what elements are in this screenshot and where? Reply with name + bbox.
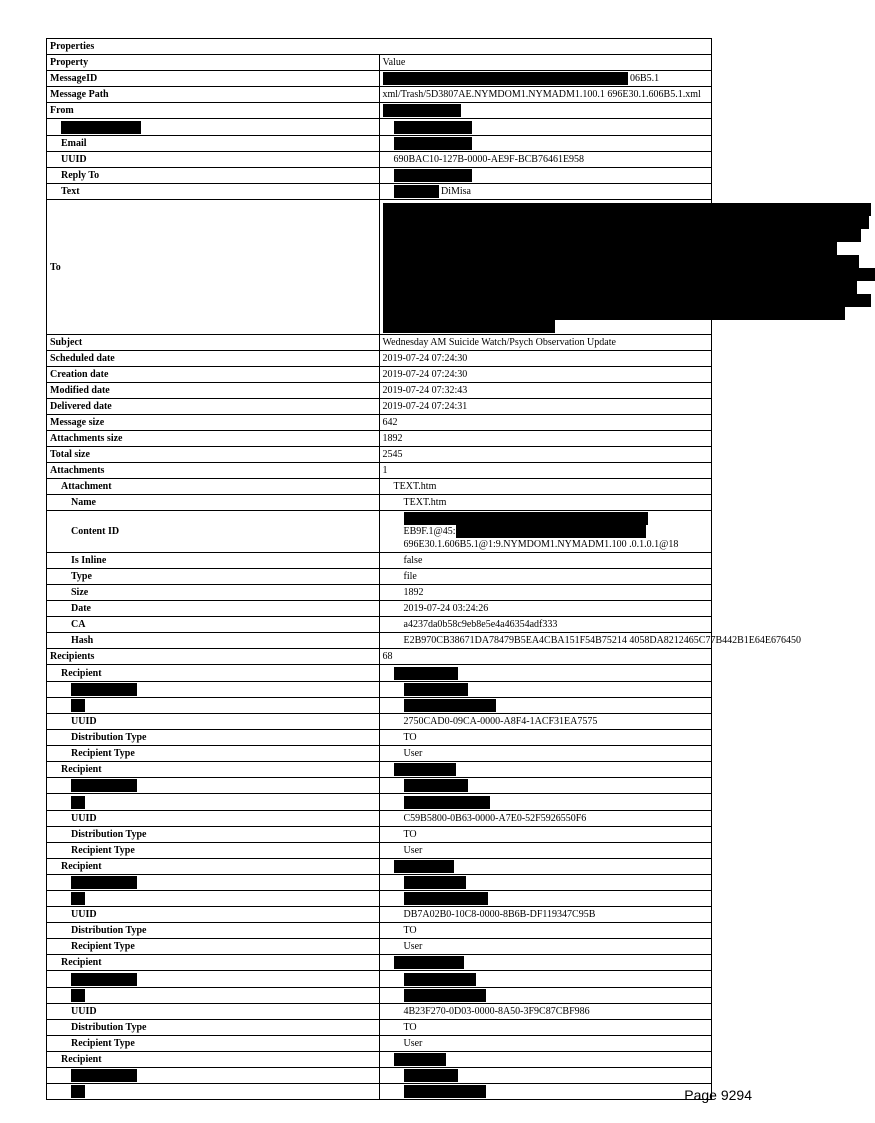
table-row [47, 87, 712, 103]
value-cell [379, 794, 712, 810]
property-label: Email [61, 137, 87, 149]
property-value: 1892 [403, 587, 424, 599]
redaction-bar [383, 72, 628, 85]
value-cell [379, 351, 712, 367]
property-cell [47, 874, 380, 890]
property-cell [47, 151, 380, 167]
property-label: Creation date [50, 369, 109, 381]
table-row [47, 987, 712, 1003]
redaction-bar [383, 320, 555, 333]
table-row [47, 479, 712, 495]
property-cell [47, 762, 380, 778]
redaction-bar [394, 956, 464, 969]
property-cell [47, 447, 380, 463]
value-cell [379, 617, 712, 633]
value-cell [379, 681, 712, 697]
table-row [47, 633, 712, 649]
property-label: Recipient Type [71, 1037, 135, 1049]
property-value: TEXT.htm [403, 497, 447, 509]
property-value: 06B5.1 [627, 73, 660, 84]
table-row [47, 697, 712, 713]
property-value: TEXT.htm [393, 481, 437, 493]
property-cell [47, 955, 380, 971]
table-row [47, 810, 712, 826]
property-cell [47, 939, 380, 955]
table-row [47, 617, 712, 633]
property-label: UUID [71, 909, 97, 921]
redaction-bar [383, 203, 871, 216]
table-row [47, 553, 712, 569]
value-cell [379, 367, 712, 383]
property-cell [47, 135, 380, 151]
redaction-bar [71, 876, 137, 889]
property-cell [47, 681, 380, 697]
property-cell [47, 730, 380, 746]
property-label: UUID [71, 1005, 97, 1017]
redaction-bar [383, 281, 857, 294]
property-cell [47, 987, 380, 1003]
table-row [47, 1035, 712, 1051]
property-cell [47, 633, 380, 649]
property-label: Recipient [61, 764, 102, 776]
property-label: UUID [61, 153, 87, 165]
property-cell [47, 495, 380, 511]
redaction-bar [404, 973, 476, 986]
value-cell [379, 891, 712, 907]
redaction-bar [383, 307, 845, 320]
table-row [47, 383, 712, 399]
table-row [47, 601, 712, 617]
redaction-bar [383, 242, 837, 255]
property-cell [47, 1068, 380, 1084]
redaction-bar [394, 1053, 446, 1066]
table-row [47, 794, 712, 810]
property-cell [47, 184, 380, 200]
redaction-bar [71, 1085, 85, 1098]
property-cell [47, 335, 380, 351]
property-label: Distribution Type [71, 925, 147, 937]
property-cell [47, 200, 380, 335]
table-row [47, 335, 712, 351]
property-cell [47, 399, 380, 415]
value-cell [379, 151, 712, 167]
redaction-bar [404, 1085, 486, 1098]
property-cell [47, 794, 380, 810]
property-value: DiMisa [438, 186, 471, 198]
property-cell [47, 665, 380, 681]
redaction-bar [394, 860, 454, 873]
redaction-bar [404, 699, 496, 712]
property-label: Recipient [61, 957, 102, 969]
property-cell [47, 71, 380, 87]
value-cell [379, 746, 712, 762]
redaction-bar [394, 137, 472, 150]
table-row [47, 167, 712, 183]
table-row [47, 874, 712, 890]
redaction-bar [383, 294, 871, 307]
value-cell [379, 1051, 712, 1067]
property-label: Recipient Type [71, 844, 135, 856]
property-label: Recipient Type [71, 941, 135, 953]
value-cell [379, 119, 712, 135]
table-title-row [47, 39, 712, 55]
property-value: User [403, 844, 423, 856]
property-label: Distribution Type [71, 1021, 147, 1033]
value-cell [379, 714, 712, 730]
property-label: Distribution Type [71, 828, 147, 840]
value-cell [379, 553, 712, 569]
redaction-bar [394, 121, 472, 134]
table-row [47, 431, 712, 447]
property-value: 1 [382, 465, 388, 477]
property-cell [47, 511, 380, 553]
property-cell [47, 826, 380, 842]
table-row [47, 955, 712, 971]
redaction-bar [71, 796, 85, 809]
redaction-bar [61, 121, 141, 134]
redaction-bar [404, 683, 468, 696]
table-row [47, 1051, 712, 1067]
table-row [47, 569, 712, 585]
table-row [47, 184, 712, 200]
property-value: User [403, 941, 423, 953]
property-cell [47, 842, 380, 858]
table-row [47, 495, 712, 511]
property-label: Attachments [50, 465, 105, 477]
property-label: Content ID [71, 526, 120, 538]
table-row [47, 463, 712, 479]
redaction-bar [404, 779, 468, 792]
property-cell [47, 383, 380, 399]
property-label: Total size [50, 449, 90, 461]
property-cell [47, 1084, 380, 1100]
property-cell [47, 923, 380, 939]
property-value: 2019-07-24 03:24:26 [403, 603, 489, 615]
table-row [47, 585, 712, 601]
redaction-bar [404, 1069, 458, 1082]
redaction-bar [394, 763, 456, 776]
value-cell [379, 415, 712, 431]
value-cell [379, 858, 712, 874]
header-value: Value [379, 55, 712, 71]
property-cell [47, 463, 380, 479]
redaction-bar [383, 104, 461, 117]
property-value: 1892 [382, 433, 403, 445]
property-cell [47, 569, 380, 585]
redaction-bar [404, 876, 466, 889]
value-cell [379, 200, 712, 335]
content-id-line-1: EB9F.1@45: [404, 525, 709, 538]
property-value: a4237da0b58c9eb8e5e4a46354adf333 [403, 619, 558, 631]
header-property: Property [47, 55, 380, 71]
property-cell [47, 119, 380, 135]
property-label: Is Inline [71, 555, 107, 567]
property-label: CA [71, 619, 86, 631]
property-value: 2750CAD0-09CA-0000-A8F4-1ACF31EA7575 [403, 716, 598, 728]
property-value: TO [403, 732, 417, 744]
table-row [47, 415, 712, 431]
property-value: 4B23F270-0D03-0000-8A50-3F9C87CBF986 [403, 1005, 590, 1017]
value-cell [379, 971, 712, 987]
value-cell [379, 762, 712, 778]
value-cell [379, 1019, 712, 1035]
property-cell [47, 553, 380, 569]
property-label: Recipient Type [71, 748, 135, 760]
redaction-bar [383, 268, 875, 281]
property-value: 2019-07-24 07:24:30 [382, 369, 468, 381]
table-row [47, 119, 712, 135]
property-cell [47, 746, 380, 762]
table-row [47, 1084, 712, 1100]
property-value: TO [403, 925, 417, 937]
property-label: Size [71, 587, 89, 599]
table-row [47, 842, 712, 858]
property-label: Recipient [61, 667, 102, 679]
table-row [47, 762, 712, 778]
property-value: 2019-07-24 07:32:43 [382, 385, 468, 397]
table-header-row [47, 55, 712, 71]
redaction-bar [383, 216, 869, 229]
property-value: User [403, 748, 423, 760]
redaction-bar [383, 229, 861, 242]
redaction-bar [71, 683, 137, 696]
property-value: 2019-07-24 07:24:30 [382, 353, 468, 365]
property-cell [47, 585, 380, 601]
table-row [47, 907, 712, 923]
property-label: Type [71, 571, 92, 583]
value-cell [379, 511, 712, 553]
value-cell [379, 939, 712, 955]
property-label: UUID [71, 716, 97, 728]
value-cell [379, 649, 712, 665]
redaction-bar [71, 1069, 137, 1082]
property-value: Wednesday AM Suicide Watch/Psych Observation Update [382, 337, 616, 349]
property-label: MessageID [50, 73, 98, 85]
property-cell [47, 971, 380, 987]
property-label: Name [71, 497, 96, 509]
value-cell [379, 1035, 712, 1051]
value-cell [379, 103, 712, 119]
table-row [47, 665, 712, 681]
redaction-bar [394, 185, 439, 198]
table-row [47, 1003, 712, 1019]
property-cell [47, 649, 380, 665]
table-row [47, 71, 712, 87]
redaction-bar [404, 892, 488, 905]
table-row [47, 971, 712, 987]
table-row [47, 200, 712, 335]
property-label: Hash [71, 635, 94, 647]
value-cell [379, 335, 712, 351]
value-cell [379, 826, 712, 842]
value-cell [379, 1084, 712, 1100]
property-value: 68 [382, 651, 393, 663]
property-cell [47, 697, 380, 713]
table-row [47, 939, 712, 955]
property-value: TO [403, 828, 417, 840]
value-cell [379, 569, 712, 585]
table-row [47, 826, 712, 842]
property-value: 642 [382, 417, 398, 429]
property-cell [47, 1035, 380, 1051]
value-cell [379, 479, 712, 495]
redaction-bar [456, 525, 646, 538]
property-label: Recipients [50, 651, 95, 663]
redaction-bar [71, 973, 137, 986]
table-row [47, 399, 712, 415]
property-value: xml/Trash/5D3807AE.NYMDOM1.NYMADM1.100.1 696E30.1.606B5.1.xml [382, 89, 701, 101]
value-cell [379, 601, 712, 617]
property-cell [47, 778, 380, 794]
property-label: Attachment [61, 481, 112, 493]
value-cell [379, 383, 712, 399]
property-label: Text [61, 186, 80, 198]
value-cell [379, 697, 712, 713]
table-row [47, 447, 712, 463]
table-row [47, 746, 712, 762]
table-row [47, 1019, 712, 1035]
property-cell [47, 103, 380, 119]
property-label: Distribution Type [71, 732, 147, 744]
redaction-bar [71, 989, 85, 1002]
property-label: Recipient [61, 860, 102, 872]
table-row [47, 714, 712, 730]
property-cell [47, 1051, 380, 1067]
table-title: Properties [47, 39, 712, 55]
table-row [47, 103, 712, 119]
property-cell [47, 907, 380, 923]
table-row [47, 135, 712, 151]
redaction-bar [394, 667, 458, 680]
page-number: Page 9294 [684, 1087, 752, 1103]
property-label: Date [71, 603, 91, 615]
table-row [47, 891, 712, 907]
value-cell [379, 431, 712, 447]
value-cell [379, 842, 712, 858]
value-cell [379, 167, 712, 183]
value-cell [379, 874, 712, 890]
property-value: User [403, 1037, 423, 1049]
table-row [47, 858, 712, 874]
property-cell [47, 810, 380, 826]
value-cell [379, 987, 712, 1003]
property-value: DB7A02B0-10C8-0000-8B6B-DF119347C95B [403, 909, 596, 921]
property-cell [47, 891, 380, 907]
value-cell [379, 907, 712, 923]
redaction-bar [71, 892, 85, 905]
table-row [47, 151, 712, 167]
value-cell [379, 447, 712, 463]
value-cell [379, 184, 712, 200]
table-row [47, 511, 712, 553]
property-cell [47, 714, 380, 730]
value-cell [379, 633, 802, 649]
value-cell [379, 810, 712, 826]
property-cell [47, 858, 380, 874]
redaction-bar [404, 989, 486, 1002]
redaction-bar [404, 796, 490, 809]
content-id-line-2: 696E30.1.606B5.1@1:9.NYMDOM1.NYMADM1.100 .0.1.0.1@18 [403, 539, 679, 551]
property-value: 2545 [382, 449, 403, 461]
property-label: UUID [71, 812, 97, 824]
property-cell [47, 617, 380, 633]
value-cell [379, 87, 712, 103]
property-cell [47, 87, 380, 103]
value-cell [379, 1003, 712, 1019]
property-cell [47, 367, 380, 383]
table-row [47, 367, 712, 383]
table-row [47, 649, 712, 665]
property-cell [47, 351, 380, 367]
value-cell [379, 71, 712, 87]
property-cell [47, 479, 380, 495]
property-value: C59B5800-0B63-0000-A7E0-52F5926550F6 [403, 812, 587, 824]
property-value: E2B970CB38671DA78479B5EA4CBA151F54B75214 4058DA8212465C77B442B1E64E676450 [403, 635, 802, 647]
property-label: Subject [50, 337, 83, 349]
property-cell [47, 1019, 380, 1035]
redaction-bar [404, 512, 648, 525]
property-cell [47, 601, 380, 617]
value-cell [379, 923, 712, 939]
table-row [47, 730, 712, 746]
property-label: Delivered date [50, 401, 112, 413]
property-label: Scheduled date [50, 353, 115, 365]
redaction-bar [394, 169, 472, 182]
table-row [47, 923, 712, 939]
property-label: Modified date [50, 385, 110, 397]
value-cell [379, 665, 712, 681]
property-label: Reply To [61, 169, 100, 181]
property-value: 2019-07-24 07:24:31 [382, 401, 468, 413]
table-row [47, 778, 712, 794]
value-cell [379, 778, 712, 794]
property-cell [47, 167, 380, 183]
value-cell [379, 135, 712, 151]
redaction-bar [71, 779, 137, 792]
redaction-bar [71, 699, 85, 712]
value-cell [379, 955, 712, 971]
property-label: Message size [50, 417, 105, 429]
property-value: file [403, 571, 417, 583]
property-label: From [50, 105, 74, 117]
table-row [47, 681, 712, 697]
property-value: TO [403, 1021, 417, 1033]
property-label: Attachments size [50, 433, 123, 445]
property-cell [47, 1003, 380, 1019]
value-cell [379, 1068, 712, 1084]
value-cell [379, 495, 712, 511]
property-label: To [50, 261, 61, 273]
table-row [47, 351, 712, 367]
property-cell [47, 415, 380, 431]
property-cell [47, 431, 380, 447]
value-cell [379, 463, 712, 479]
property-value: 690BAC10-127B-0000-AE9F-BCB76461E958 [393, 153, 585, 165]
redaction-bar [383, 255, 859, 268]
value-cell [379, 730, 712, 746]
value-cell [379, 585, 712, 601]
property-label: Recipient [61, 1053, 102, 1065]
property-value: false [403, 555, 423, 567]
property-label: Message Path [50, 89, 109, 101]
table-row [47, 1068, 712, 1084]
value-cell [379, 399, 712, 415]
